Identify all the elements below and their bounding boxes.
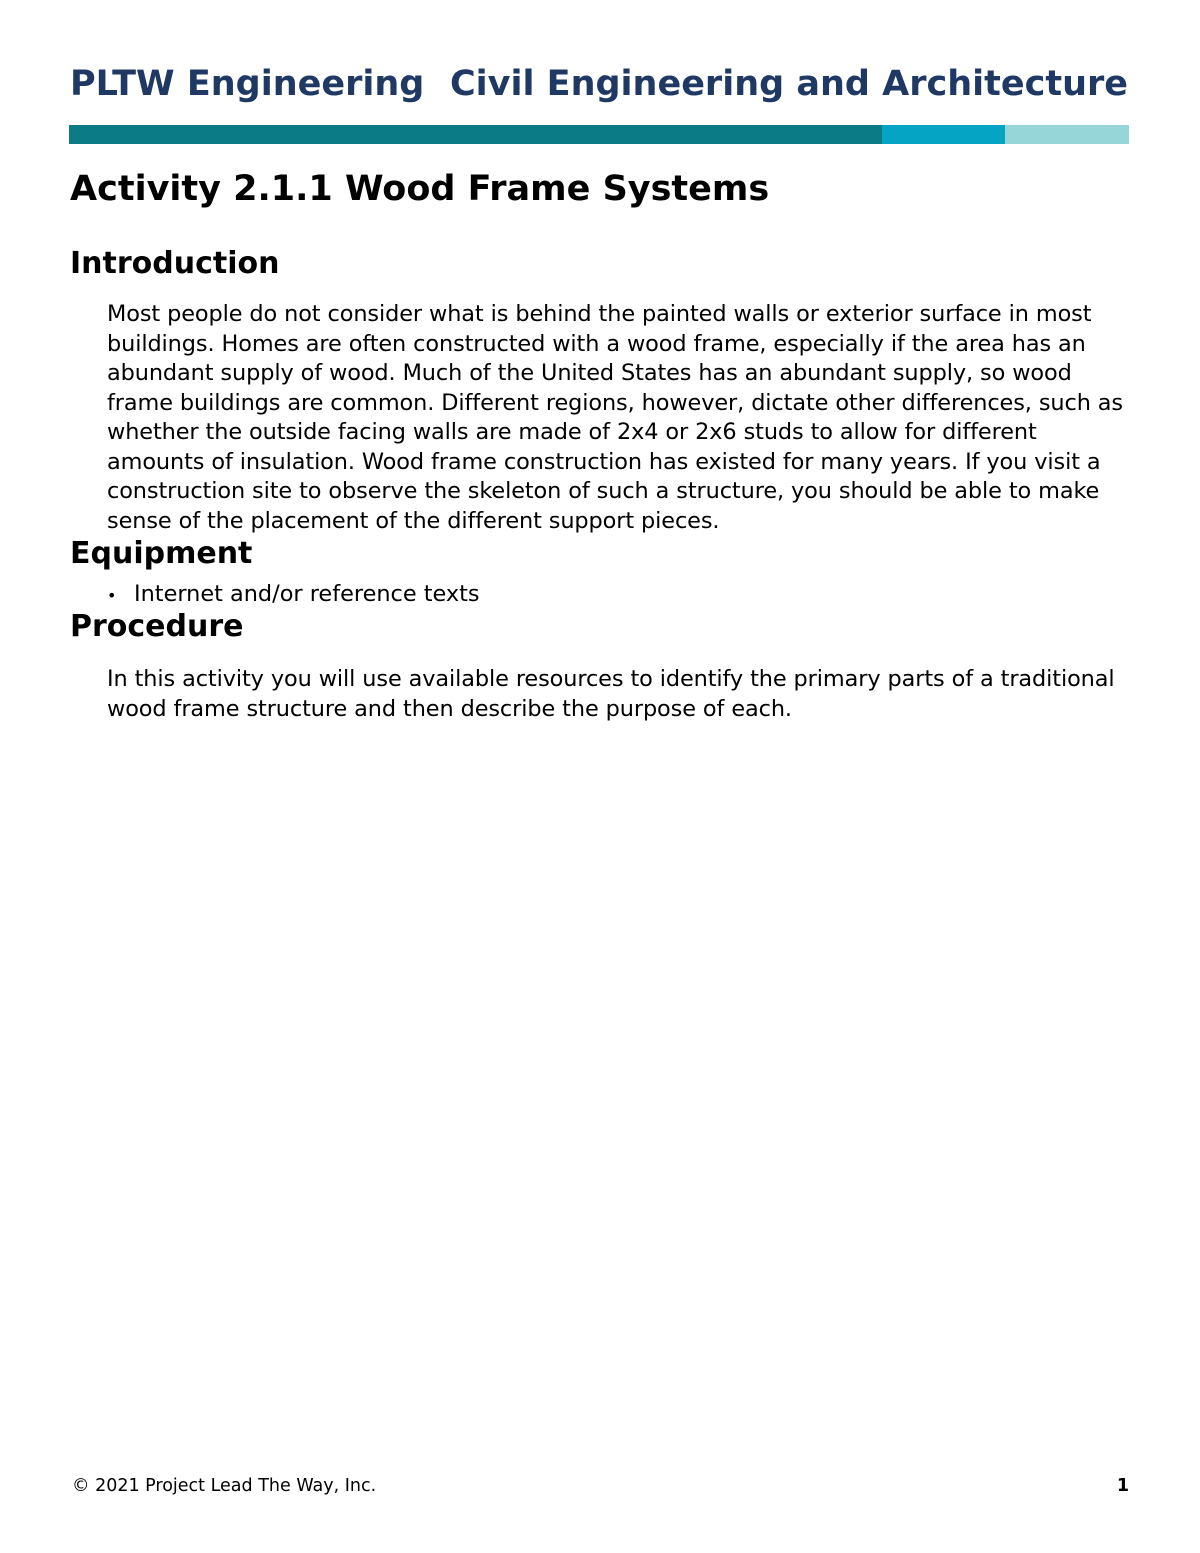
- procedure-heading: Procedure: [70, 609, 244, 644]
- header-bar-segment-dark-teal: [69, 125, 882, 144]
- introduction-paragraph: Most people do not consider what is behind the painted walls or exterior surface in most buildings. Homes are often constructed with a wood frame, especially if the area has an abundant supply of wood. Much of the United States has an abundant supply, so wood frame buildings are common. Different regions, however, dictate other differences, such as whether the outside facing walls are made of 2x4 or 2x6 studs to allow for different amounts of insulation. Wood frame construction has existed for many years. If you visit a construction site to observe the skeleton of such a structure, you should be able to make sense of the placement of the different support pieces.: [107, 301, 1123, 534]
- introduction-heading: Introduction: [70, 246, 280, 281]
- equipment-item-text: Internet and/or reference texts: [134, 581, 480, 607]
- header-course: Civil Engineering and Architecture: [449, 64, 1128, 104]
- document-title: Activity 2.1.1 Wood Frame Systems: [70, 169, 770, 209]
- header-program: PLTW Engineering: [70, 64, 425, 104]
- equipment-list: [107, 580, 480, 611]
- header-bar-segment-cyan: [882, 125, 1005, 144]
- bullet-icon: •: [107, 586, 117, 605]
- header-color-bar: [69, 125, 1129, 144]
- footer-copyright: © 2021 Project Lead The Way, Inc.: [72, 1476, 377, 1496]
- procedure-paragraph: In this activity you will use available resources to identify the primary parts of a traditional wood frame structure and then describe the purpose of each.: [107, 666, 1115, 722]
- page-number: 1: [1116, 1476, 1129, 1496]
- equipment-heading: Equipment: [70, 536, 253, 571]
- equipment-list-item: [107, 580, 480, 611]
- header-bar-segment-light-teal: [1005, 125, 1129, 144]
